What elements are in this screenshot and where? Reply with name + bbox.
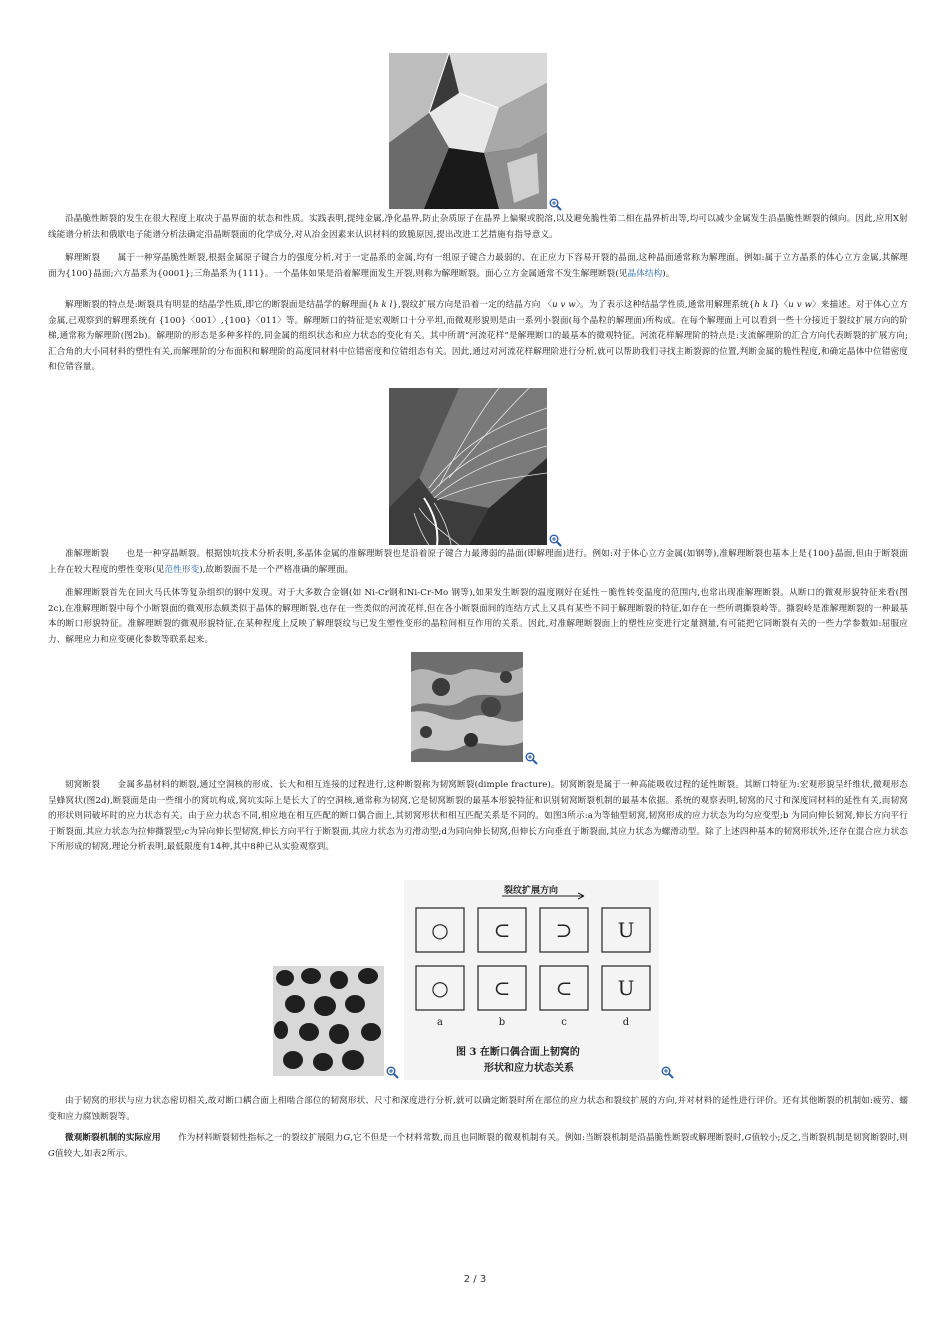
paragraph-cleavage-features — [48, 298, 908, 376]
paragraph-cleavage-definition — [48, 251, 908, 282]
paragraph-practical-application — [48, 1131, 908, 1162]
paragraph-text: }〈 — [773, 300, 789, 310]
paragraph-text: 准解理断裂 也是一种穿晶断裂。根据蚀坑技术分析表明,多晶体金属的准解理断裂也是沿着原子键合力最薄弱的晶面(即解理面)进行。例如:对于体心立方金属(如钢等),准解理断裂也基本上是{100}晶面,但由于断裂面上存在较大程度的塑性变形(见 — [48, 549, 908, 575]
figure-3-dimple-shapes — [404, 880, 659, 1080]
zoom-icon[interactable] — [549, 532, 562, 545]
paragraph-text: 作为材料断裂韧性指标之一的裂纹扩展阻力 — [160, 1133, 344, 1143]
figure-3-label-b: b — [498, 1017, 506, 1028]
figure-3-symbol-top-b: ⊂ — [493, 918, 511, 942]
paragraph-text: )。 — [662, 268, 675, 279]
paragraph-text: },裂纹扩展方向是沿着一定的结晶方向 〈 — [392, 300, 553, 310]
paragraph-text: 值较小;反之,当断裂机制是韧窝断裂时,则 — [751, 1133, 908, 1143]
section-title-practical-application: 微观断裂机制的实际应用 — [65, 1133, 161, 1143]
figure-3-label-d: d — [622, 1017, 630, 1028]
paragraph-quasi-cleavage-steel: 准解理断裂首先在回火马氏体等复杂组织的钢中发现。对于大多数合金钢(如 Ni-Cr钢和Ni-Cr-Mo 钢等),如果发生断裂的温度刚好在延性－脆性转变温度的范围内,也常出现准解理断裂。从断口的微观形貌特征来看(图2c),在准解理断裂中每个小断裂面的微观形态颇类似于晶体的解理断裂,也存在一些类似的河流花样,但在各小断裂面间的连结方式上又具有某些不同于解理断裂的特征,如存在一些所谓撕裂岭等。撕裂岭是准解理断裂的一种最基本的断口形貌特征。准解理断裂的微观形貌特征,在某种程度上反映了解理裂纹与已发生塑性变形的晶粒间相互作用的关系。因此,对准解理断裂面上的塑性应变进行定量测量,有可能把它同断裂有关的一些力学参数如:屈服应力、解理应力和应变硬化参数等联系起来。 — [48, 588, 908, 645]
paragraph-text: 解理断裂的特点是:断裂具有明显的结晶学性质,即它的断裂面是结晶学的解理面{ — [65, 300, 373, 310]
paragraph-text: 〉来描述。对于体心立方金属,已观察到的解理系统有 {100}〈001〉,{100}〈011〉等。解理断口的特征是宏观断口十分平坦,而微观形貌则是由一系列小裂面(每个晶粒的解理面)所构成。在每个解理面上可以看到一些十分接近于裂纹扩展方向的阶梯,通常称为解理阶(图2b)。解理阶的形态是多种多样的,同金属的组织状态和应力状态的变化有关。其中所谓“河流花样”是解理断口的最基本的微观特征。河流花样解理阶的特点是:支流解理阶的汇合方向代表断裂的扩展方向;汇合角的大小同材料的塑性有关,而解理阶的分布面积和解理阶的高度同材料中位错密度和位错组态有关。因此,通过对河流花样解理阶进行分析,就可以帮助我们寻找主断裂源的位置,判断金属的脆性程度,和确定晶体中位错密度和位错容量。 — [48, 300, 908, 373]
link-crystal-structure[interactable]: 晶体结构 — [627, 268, 663, 279]
symbol-G: G — [48, 1148, 55, 1159]
paragraph-quasi-cleavage — [48, 547, 908, 578]
paragraph-text: 〉。为了表示这种结晶学性质,通常用解理系统{ — [575, 300, 755, 310]
figure-3-caption-line2: 形状和应力状态关系 — [484, 1063, 574, 1074]
micrograph-river-pattern — [389, 388, 547, 545]
figure-3-label-c: c — [561, 1017, 567, 1028]
figure-3-label-a: a — [437, 1017, 443, 1028]
paragraph-dimple-fracture: 韧窝断裂 金属多晶材料的断裂,通过空洞核的形成、长大和相互连接的过程进行,这种断裂称为韧窝断裂(dimple fracture)。韧窝断裂是属于一种高能吸收过程的延性断裂。其断口特征为:宏观形貌呈纤维状,微观形态呈蜂窝状(图2d),断裂面是由一些细小的窝坑构成,窝坑实际上是长大了的空洞核,通常称为韧窝,它是韧窝断裂的最基本形貌特征和识别韧窝断裂机制的最基本依据。系统的观察表明,韧窝的尺寸和深度同材料的延性有关,而韧窝的形状则同破坏时的应力状态有关。由于应力状态不同,相应地在相互匹配的断口偶合面上,其韧窝形状和相互匹配关系是不同的。如图3所示:a为等轴型韧窝,韧窝形成的应力状态为均匀应变型;b 为同向伸长韧窝,伸长方向平行于断裂面,其应力状态为拉伸撕裂型;c为异向伸长型韧窝,伸长方向平行于断裂面,其应力状态为刃滑动型;d为同向伸长韧窝,但伸长方向垂直于断裂面,其应力状态为螺滑动型。除了上述四种基本的韧窝形状外,还存在混合应力状态下所形成的韧窝,理论分析表明,最低限度有14种,其中8种已从实验观察到。 — [48, 780, 908, 853]
figure-3-caption-line1: 图 3 在断口偶合面上韧窝的 — [456, 1047, 580, 1058]
miller-index: h k l — [754, 300, 774, 310]
symbol-G: G — [343, 1133, 351, 1143]
miller-index: h k l — [372, 300, 393, 310]
paragraph-text: 解理断裂 属于一种穿晶脆性断裂,根据金属原子键合力的强度分析,对于一定晶系的金属,均有一组原子键合力最弱的、在正应力下容易开裂的晶面,这种晶面通常称为解理面。例如:属于立方晶系的体心立方金属,其解理面为{100}晶面;六方晶系为{0001};三角晶系为{111}。一个晶体如果是沿着解理面发生开裂,则称为解理断裂。面心立方金属通常不发生解理断裂(见 — [48, 253, 908, 279]
direction-index: u v w — [788, 300, 813, 310]
micrograph-quasi-cleavage — [411, 652, 523, 762]
figure-3-symbol-bottom-c: ⊂ — [555, 976, 573, 1000]
micrograph-dimple — [273, 966, 384, 1076]
zoom-icon[interactable] — [525, 750, 538, 763]
figure-3-symbol-bottom-b: ⊂ — [493, 976, 511, 1000]
paragraph-intergranular: 沿晶脆性断裂的发生在很大程度上取决于晶界面的状态和性质。实践表明,提纯金属,净化晶界,防止杂质原子在晶界上偏聚或脱溶,以及避免脆性第二相在晶界析出等,均可以减少金属发生沿晶脆性断裂的倾向。因此,应用X射线能谱分析法和俄歇电子能谱分析法确定沿晶断裂面的化学成分,对从冶金因素来认识材料的致脆原因,提出改进工艺措施有指导意义。 — [48, 214, 908, 240]
figure-3-symbol-bottom-d: U — [617, 976, 635, 1000]
figure-3-symbol-top-a: ○ — [431, 918, 449, 942]
zoom-icon[interactable] — [386, 1064, 399, 1077]
direction-index: u v w — [552, 300, 576, 310]
link-plastic-deformation[interactable]: 范性形变 — [164, 564, 200, 575]
paragraph-text: ,它不但是一个材料常数,而且也同断裂的微观机制有关。例如:当断裂机制是沿晶脆性断裂或解理断裂时, — [350, 1133, 745, 1143]
page-number: 2 / 3 — [463, 1274, 487, 1285]
figure-3-symbol-top-d: U — [617, 918, 635, 942]
figure-3-symbol-bottom-a: ○ — [431, 976, 449, 1000]
figure-3-header: 裂纹扩展方向 — [504, 886, 559, 896]
paragraph-text: 值较大,如表2所示。 — [54, 1148, 133, 1159]
paragraph-dimple-analysis: 由于韧窝的形状与应力状态密切相关,故对断口耦合面上相啮合部位的韧窝形状、尺寸和深度进行分析,就可以确定断裂时所在部位的应力状态和裂纹扩展的方向,并对材料的延性进行评价。还有其他断裂的机制如:疲劳、蠕变和应力腐蚀断裂等。 — [48, 1096, 908, 1122]
figure-3-symbol-top-c: ⊃ — [555, 918, 573, 942]
micrograph-intergranular — [389, 53, 547, 209]
zoom-icon[interactable] — [661, 1064, 674, 1077]
paragraph-text: ),故断裂面不是一个严格准确的解理面。 — [199, 564, 354, 575]
symbol-G: G — [744, 1133, 752, 1143]
zoom-icon[interactable] — [549, 196, 562, 209]
